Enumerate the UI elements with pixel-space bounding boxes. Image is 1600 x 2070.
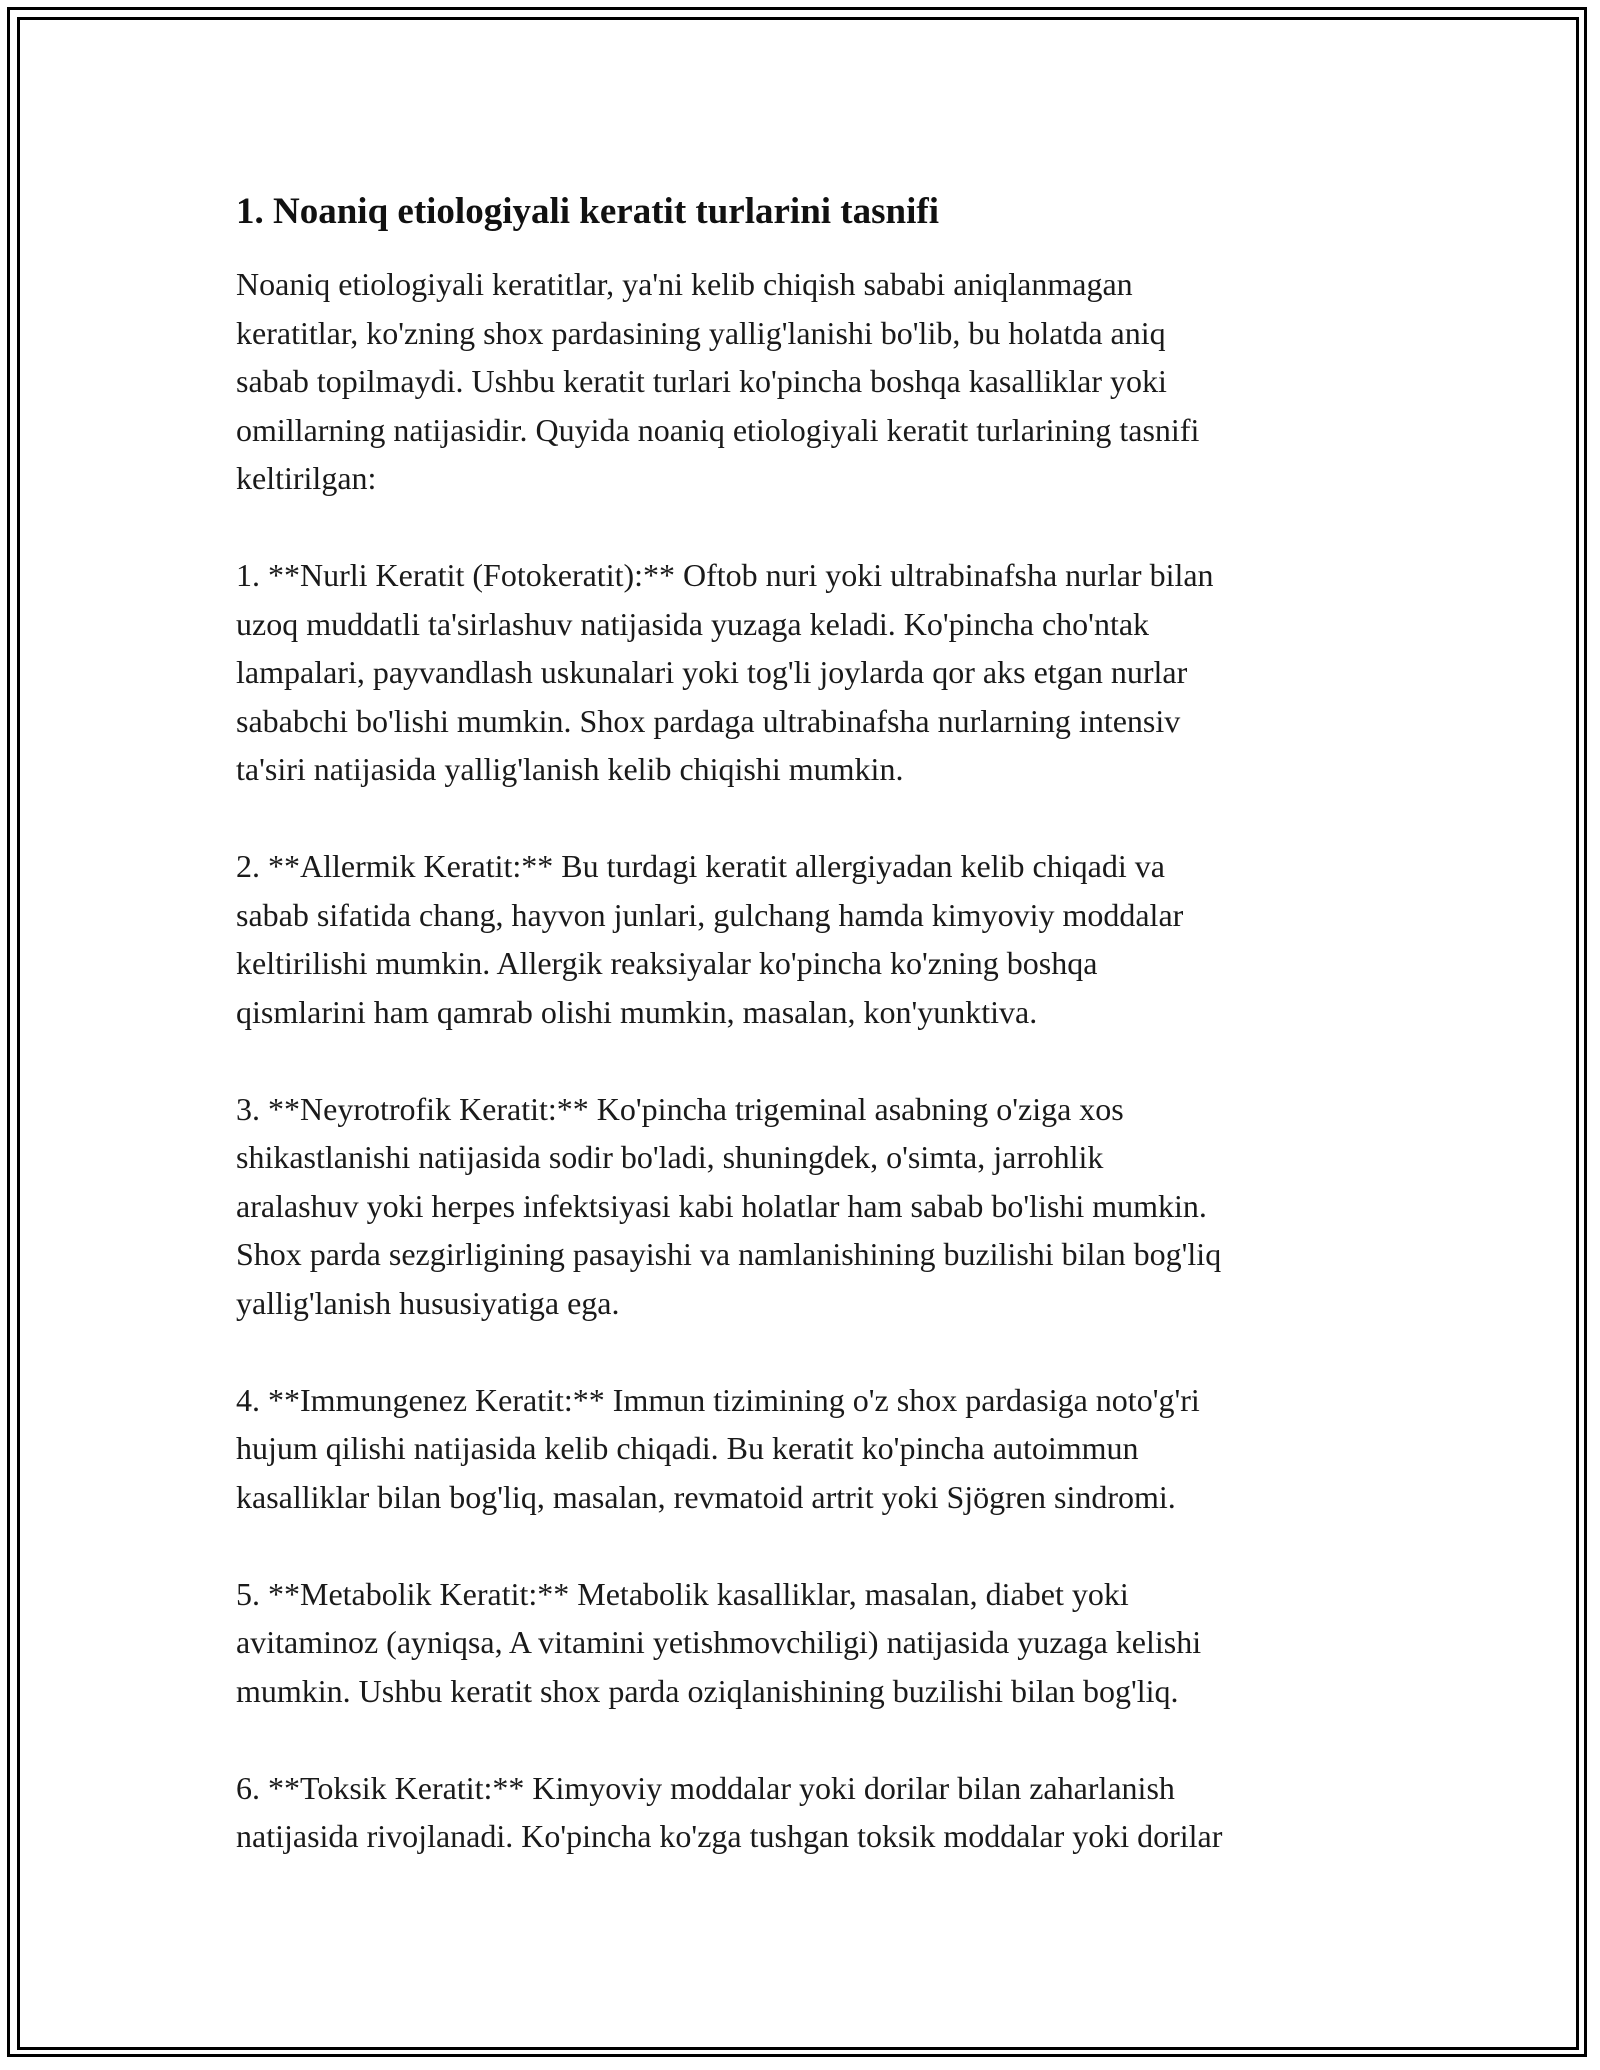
list-item-1: 1. **Nurli Keratit (Fotokeratit):** Oftob nuri yoki ultrabinafsha nurlar bilan uzoq muddatli ta'sirlashuv natijasida yuzaga keladi. Ko'pincha cho'ntak lampalari, payvandlash uskunalari yoki tog'li joylarda qor aks etgan nurlar sababchi bo'lishi mumkin. Shox pardaga ultrabinafsha nurlarning intensiv ta'siri natijasida yallig'lanish kelib chiqishi mumkin. (236, 557, 1214, 787)
list-item-4: 4. **Immungenez Keratit:** Immun tizimining o'z shox pardasiga noto'g'ri hujum qilishi natijasida kelib chiqadi. Bu keratit ko'pincha autoimmun kasalliklar bilan bog'liq, masalan, revmatoid artrit yoki Sjögren sindromi. (236, 1381, 1200, 1515)
intro-paragraph: Noaniq etiologiyali keratitlar, ya'ni kelib chiqish sababi aniqlanmagan keratitlar, ko'zning shox pardasining yallig'lanishi bo'lib, bu holatda aniq sabab topilmaydi. Ushbu keratit turlari ko'pincha boshqa kasalliklar yoki omillarning natijasidir. Quyida noaniq etiologiyali keratit turlarining tasnifi keltirilgan: (236, 266, 1200, 496)
list-item-5: 5. **Metabolik Keratit:** Metabolik kasalliklar, masalan, diabet yoki avitaminoz (ayniqsa, A vitamini yetishmovchiligi) natijasida yuzaga kelishi mumkin. Ushbu keratit shox parda oziqlanishining buzilishi bilan bog'liq. (236, 1575, 1202, 1709)
list-item-3: 3. **Neyrotrofik Keratit:** Ko'pincha trigeminal asabning o'ziga xos shikastlanishi natijasida sodir bo'ladi, shuningdek, o'simta, jarrohlik aralashuv yoki herpes infektsiyasi kabi holatlar ham sabab bo'lishi mumkin. Shox parda sezgirligining pasayishi va namlanishining buzilishi bilan bog'liq yallig'lanish hususiyatiga ega. (236, 1090, 1222, 1321)
document-body (236, 186, 1376, 1909)
list-item-6: 6. **Toksik Keratit:** Kimyoviy moddalar yoki dorilar bilan zaharlanish natijasida rivojlanadi. Ko'pincha ko'zga tushgan toksik moddalar yoki dorilar (236, 1769, 1223, 1854)
list-item-2: 2. **Allermik Keratit:** Bu turdagi keratit allergiyadan kelib chiqadi va sabab sifatida chang, hayvon junlari, gulchang hamda kimyoviy moddalar keltirilishi mumkin. Allergik reaksiyalar ko'pincha ko'zning boshqa qismlarini ham qamrab olishi mumkin, masalan, kon'yunktiva. (236, 848, 1184, 1030)
document-title: 1. Noaniq etiologiyali keratit turlarini tasnifi (236, 191, 939, 232)
